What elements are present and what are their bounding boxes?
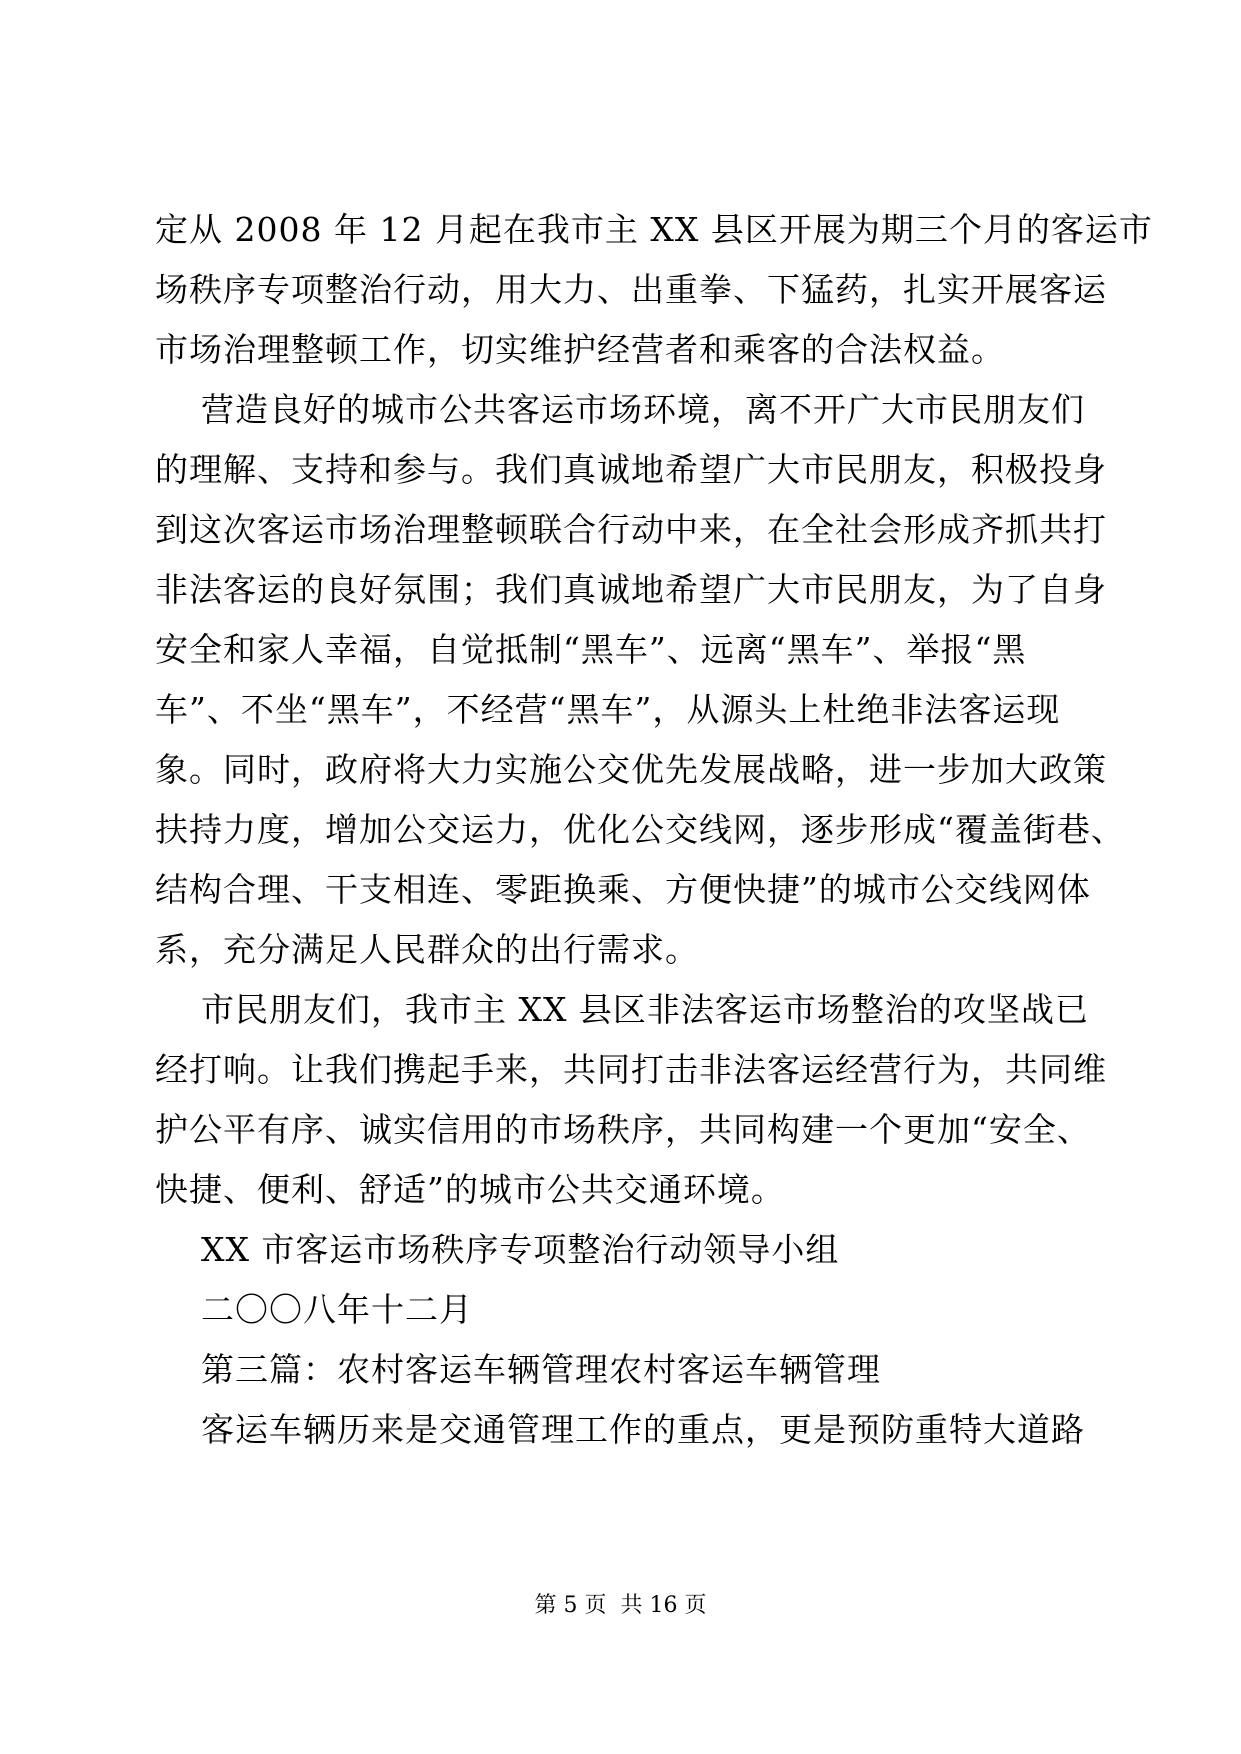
body-text-line: 安全和家人幸福，自觉抵制“黑车”、远离“黑车”、举报“黑 xyxy=(155,630,1027,669)
signature-line: XX 市客运市场秩序专项整治行动领导小组 xyxy=(155,1230,840,1269)
body-text-line: 象。同时，政府将大力实施公交优先发展战略，进一步加大政策 xyxy=(155,750,1107,789)
body-text-line: 车”、不坐“黑车”，不经营“黑车”，从源头上杜绝非法客运现 xyxy=(155,690,1061,729)
page-number-footer: 第 5 页 共 16 页 xyxy=(534,1593,707,1618)
body-text-line: 护公平有序、诚实信用的市场秩序，共同构建一个更加“安全、 xyxy=(155,1110,1091,1149)
body-text-line: 快捷、便利、舒适”的城市公共交通环境。 xyxy=(155,1170,785,1209)
body-text-line: 非法客运的良好氛围；我们真诚地希望广大市民朋友，为了自身 xyxy=(155,570,1107,609)
body-text-line: 定从 2008 年 12 月起在我市主 XX 县区开展为期三个月的客运市 xyxy=(155,210,1153,249)
body-text-line: 场秩序专项整治行动，用大力、出重拳、下猛药，扎实开展客运 xyxy=(155,270,1107,309)
body-text-line: 结构合理、干支相连、零距换乘、方便快捷”的城市公交线网体 xyxy=(155,870,1091,909)
body-text-line: 系，充分满足人民群众的出行需求。 xyxy=(155,930,699,969)
date-line: 二〇〇八年十二月 xyxy=(155,1290,473,1329)
body-text-line: 扶持力度，增加公交运力，优化公交线网，逐步形成“覆盖街巷、 xyxy=(155,810,1125,849)
body-text-line: 客运车辆历来是交通管理工作的重点，更是预防重特大道路 xyxy=(155,1410,1085,1449)
body-text-line: 市场治理整顿工作，切实维护经营者和乘客的合法权益。 xyxy=(155,330,1005,369)
body-text-line: 的理解、支持和参与。我们真诚地希望广大市民朋友，积极投身 xyxy=(155,450,1107,489)
body-text-line: 到这次客运市场治理整顿联合行动中来，在全社会形成齐抓共打 xyxy=(155,510,1107,549)
section-heading: 第三篇：农村客运车辆管理农村客运车辆管理 xyxy=(155,1350,881,1389)
body-text-line: 市民朋友们，我市主 XX 县区非法客运市场整治的攻坚战已 xyxy=(155,990,1089,1029)
body-text-line: 营造良好的城市公共客运市场环境，离不开广大市民朋友们 xyxy=(155,390,1085,429)
body-text-line: 经打响。让我们携起手来，共同打击非法客运经营行为，共同维 xyxy=(155,1050,1107,1089)
